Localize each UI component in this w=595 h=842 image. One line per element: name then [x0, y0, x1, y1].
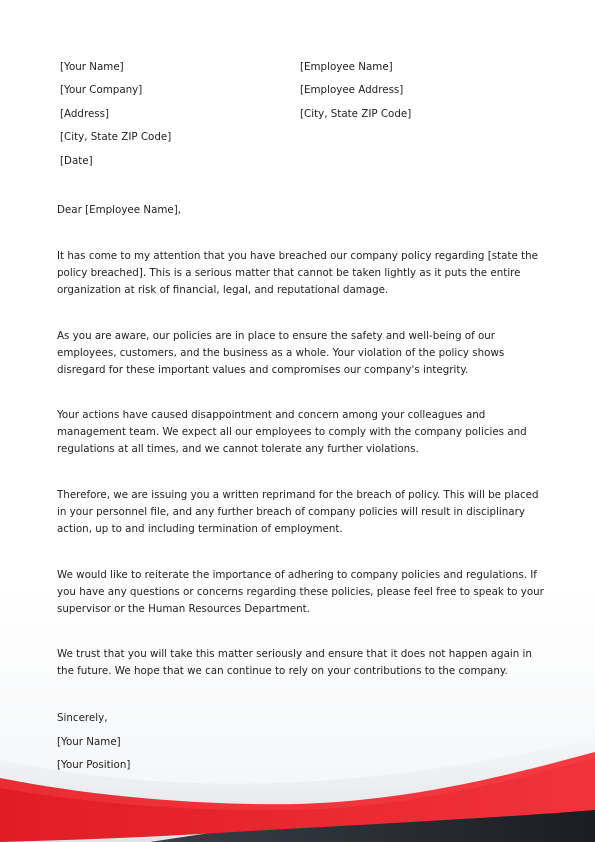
sender-city-state-zip: [City, State ZIP Code] — [60, 131, 172, 143]
recipient-name: [Employee Name] — [300, 61, 393, 73]
closing-position: [Your Position] — [57, 759, 131, 771]
recipient-address: [Employee Address] — [300, 84, 404, 96]
closing-valediction: Sincerely, — [57, 712, 108, 724]
body-paragraph-6: We trust that you will take this matter seriously and ensure that it does not happen again in the future. We hope that we can continue to rely on your contributions to the company. — [57, 648, 532, 677]
body-paragraph-3: Your actions have caused disappointment and concern among your colleagues and management team. We expect all our employees to comply with the company policies and regulations at all times, and we cannot tolerate any further violations. — [57, 409, 527, 455]
letter-date: [Date] — [60, 155, 93, 167]
body-paragraph-2: As you are aware, our policies are in place to ensure the safety and well-being of our employees, customers, and the business as a whole. Your violation of the policy shows disregard for these important values and compromises our company's integrity. — [57, 330, 505, 376]
recipient-city-state-zip: [City, State ZIP Code] — [300, 108, 412, 120]
body-paragraph-5: We would like to reiterate the importance of adhering to company policies and regulations. If you have any questions or concerns regarding these policies, please feel free to speak to your supervisor or the Human Resources Department. — [57, 569, 544, 615]
sender-address: [Address] — [60, 108, 110, 120]
body-paragraph-1: It has come to my attention that you have breached our company policy regarding [state the policy breached]. This is a serious matter that cannot be taken lightly as it puts the entire organization at risk of financial, legal, and reputational damage. — [57, 250, 538, 296]
closing-name: [Your Name] — [57, 736, 121, 748]
body-paragraph-4: Therefore, we are issuing you a written reprimand for the breach of policy. This will be placed in your personnel file, and any further breach of company policies will result in disciplinary action, up to and including termination of employment. — [57, 489, 539, 535]
footer-wave-decoration — [0, 700, 595, 842]
salutation: Dear [Employee Name], — [57, 204, 182, 216]
sender-name: [Your Name] — [60, 61, 124, 73]
sender-company: [Your Company] — [60, 84, 143, 96]
